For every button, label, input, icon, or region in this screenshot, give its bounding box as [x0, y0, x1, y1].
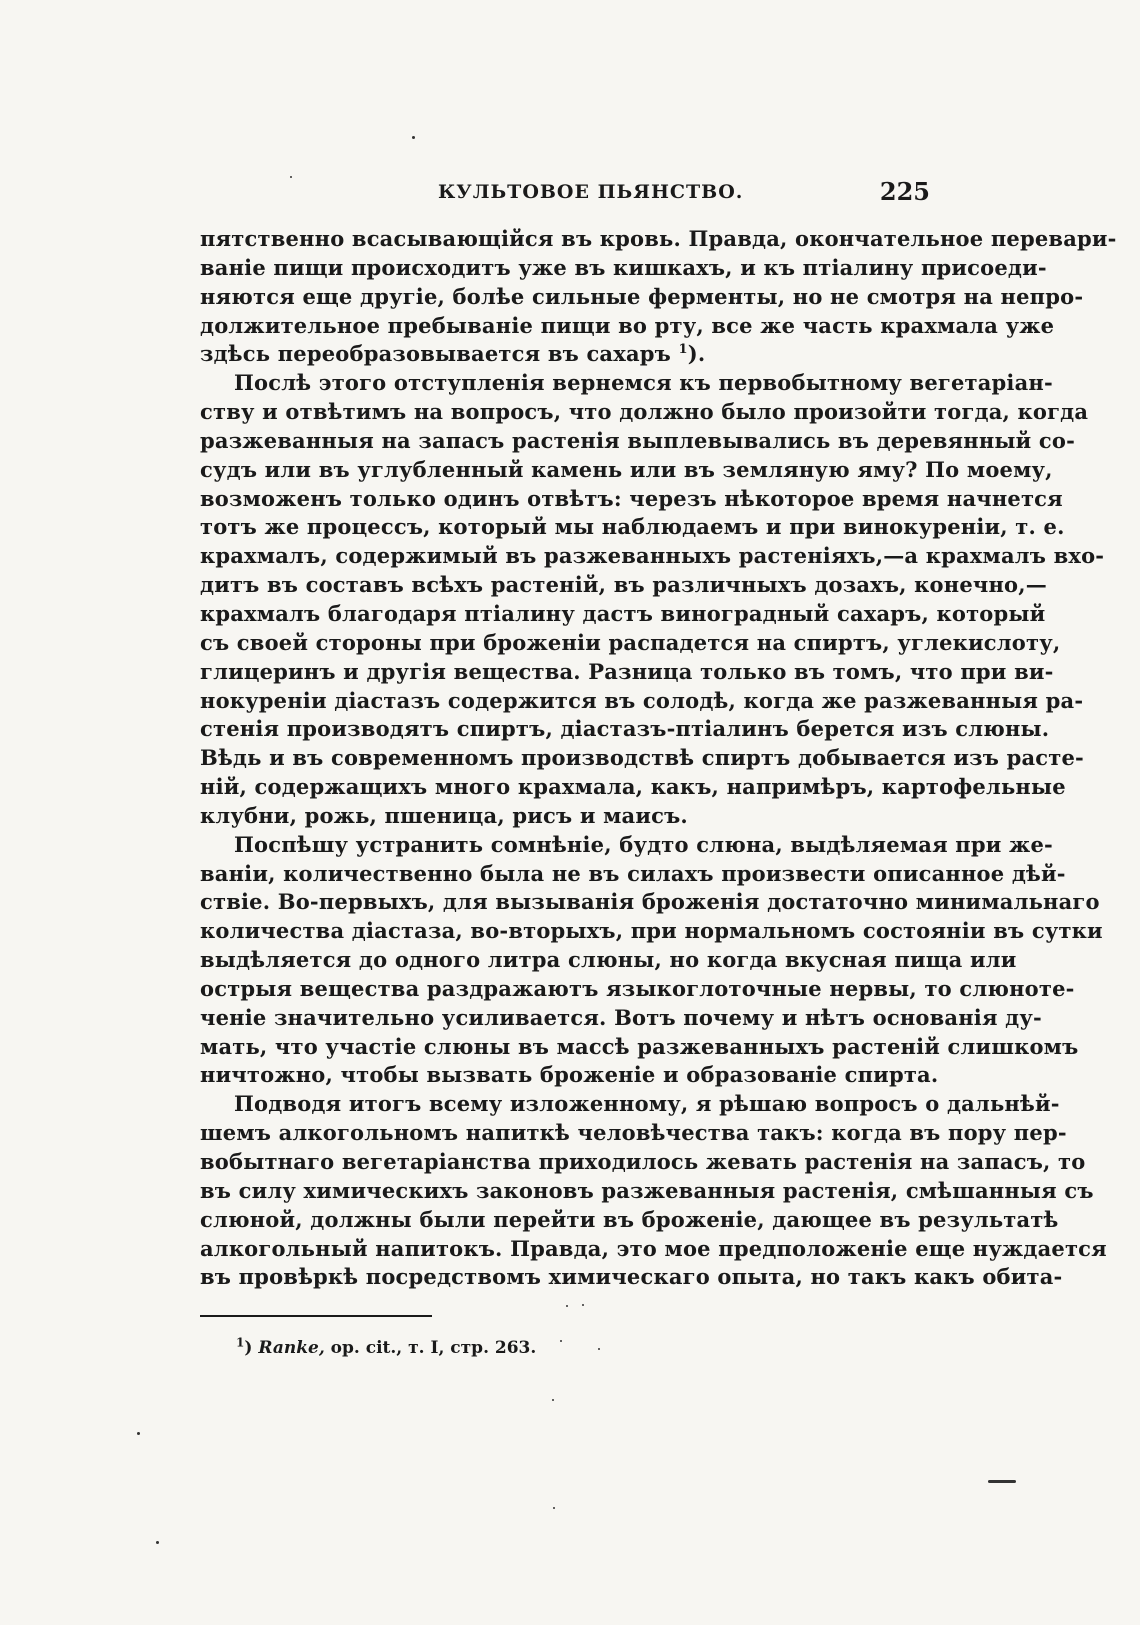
- text-line-with-footnote-ref: [200, 340, 930, 369]
- text-line: шемъ алкогольномъ напиткѣ человѣчества такъ: когда въ пору пер-: [200, 1120, 1067, 1146]
- text-line: разжеванныя на запасъ растенія выплевывались въ деревянный со-: [200, 427, 1076, 453]
- text-line: съ своей стороны при броженіи распадется на спиртъ, углекислоту,: [200, 629, 1061, 655]
- text-line: ній, содержащихъ много крахмала, какъ, напримѣръ, картофельные: [200, 774, 1066, 800]
- text-line: ваніи, количественно была не въ силахъ произвести описанное дѣй-: [200, 860, 1066, 886]
- text-line: тотъ же процессъ, который мы наблюдаемъ и при винокуреніи, т. е.: [200, 514, 1065, 540]
- footnote-author: Ranke,: [258, 1338, 325, 1358]
- running-title: КУЛЬТОВОЕ ПЬЯНСТВО.: [438, 181, 744, 203]
- text-line: въ силу химическихъ законовъ разжеванныя растенія, смѣшанныя съ: [200, 1177, 1094, 1203]
- text-line: няются еще другіе, болѣе сильные ферменты, но не смотря на непро-: [200, 283, 1084, 309]
- text-line: глицеринъ и другія вещества. Разница только въ томъ, что при ви-: [200, 658, 1054, 684]
- footnote-ref-mark: 1: [678, 342, 688, 358]
- footnote-paren: ): [244, 1338, 253, 1358]
- text-line: ченіе значительно усиливается. Вотъ почему и нѣтъ основанія ду-: [200, 1004, 1042, 1030]
- text-line: ству и отвѣтимъ на вопросъ, что должно было произойти тогда, когда: [200, 399, 1089, 425]
- text-line: судъ или въ углубленный камень или въ земляную яму? По моему,: [200, 456, 1053, 482]
- scan-speck: [552, 1399, 554, 1401]
- scan-speck: [598, 1348, 600, 1350]
- text-line: ствіе. Во-первыхъ, для вызыванія броженія достаточно минимальнаго: [200, 889, 1100, 915]
- text-line: должительное пребываніе пищи во рту, все же часть крахмала уже: [200, 312, 1055, 338]
- text-line: алкогольный напитокъ. Правда, это мое предположеніе еще нуждается: [200, 1235, 1107, 1261]
- text-line: крахмалъ благодаря птіалину дастъ виноградный сахаръ, который: [200, 600, 1046, 626]
- text-line: Подводя итогъ всему изложенному, я рѣшаю вопросъ о дальнѣй-: [234, 1091, 1060, 1117]
- text-line: возможенъ только одинъ отвѣтъ: черезъ нѣкоторое время начнется: [200, 485, 1063, 511]
- text-line: клубни, рожь, пшеница, рисъ и маисъ.: [200, 802, 688, 828]
- scan-speck: [156, 1541, 159, 1544]
- scan-speck: [412, 136, 415, 139]
- text-line: вобытнаго вегетаріанства приходилось жевать растенія на запасъ, то: [200, 1149, 1086, 1174]
- scan-speck: [290, 176, 292, 178]
- text-line: Вѣдь и въ современномъ производствѣ спиртъ добывается изъ расте-: [200, 745, 1084, 771]
- text-line: выдѣляется до одного литра слюны, но когда вкусная пища или: [200, 947, 1017, 973]
- text-line: стенія производятъ спиртъ, діастазъ-птіалинъ берется изъ слюны.: [200, 716, 1050, 742]
- text-line: количества діастаза, во-вторыхъ, при нормальномъ состояніи въ сутки: [200, 918, 1103, 944]
- page-number: 225: [879, 177, 930, 206]
- scan-speck: [560, 1340, 562, 1342]
- text-line: пятственно всасывающійся въ кровь. Правда, окончательное перевари-: [200, 226, 1117, 251]
- text-line: Поспѣшу устранить сомнѣніе, будто слюна, выдѣляемая при же-: [234, 831, 1053, 857]
- body-text: [200, 225, 1117, 1292]
- text-line: нокуреніи діастазъ содержится въ солодѣ, когда же разжеванныя ра-: [200, 687, 1084, 713]
- text-line: въ провѣркѣ посредствомъ химическаго опыта, но такъ какъ обита-: [200, 1264, 1063, 1290]
- text-line: Послѣ этого отступленія вернемся къ первобытному вегетаріан-: [234, 370, 1053, 396]
- footnote-mark: 1: [236, 1335, 245, 1350]
- footnote-rule: [200, 1315, 432, 1317]
- text-line: мать, что участіе слюны въ массѣ разжеванныхъ растеній слишкомъ: [200, 1033, 1079, 1059]
- footnote-ref-close: ).: [687, 341, 706, 367]
- text-line: крахмалъ, содержимый въ разжеванныхъ растеніяхъ,—а крахмалъ вхо-: [200, 543, 1105, 569]
- page-header: [200, 177, 930, 213]
- scan-mark: [988, 1480, 1016, 1483]
- scan-speck: [566, 1305, 568, 1307]
- scan-speck: [137, 1432, 140, 1435]
- text-line: дитъ въ составъ всѣхъ растеній, въ различныхъ дозахъ, конечно,—: [200, 572, 1047, 598]
- text-line: острыя вещества раздражаютъ языкоглоточные нервы, то слюноте-: [200, 975, 1075, 1001]
- scan-speck: [582, 1304, 584, 1306]
- text-fragment: здѣсь переобразовывается въ сахаръ: [200, 341, 671, 367]
- footnote: [236, 1335, 537, 1358]
- scan-speck: [553, 1507, 555, 1509]
- text-line: слюной, должны были перейти въ броженіе, дающее въ результатѣ: [200, 1206, 1059, 1232]
- text-line: ваніе пищи происходитъ уже въ кишкахъ, и къ птіалину присоеди-: [200, 254, 1047, 280]
- text-line: ничтожно, чтобы вызвать броженіе и образованіе спирта.: [200, 1062, 939, 1088]
- footnote-citation: op. cit., т. I, стр. 263.: [330, 1338, 537, 1358]
